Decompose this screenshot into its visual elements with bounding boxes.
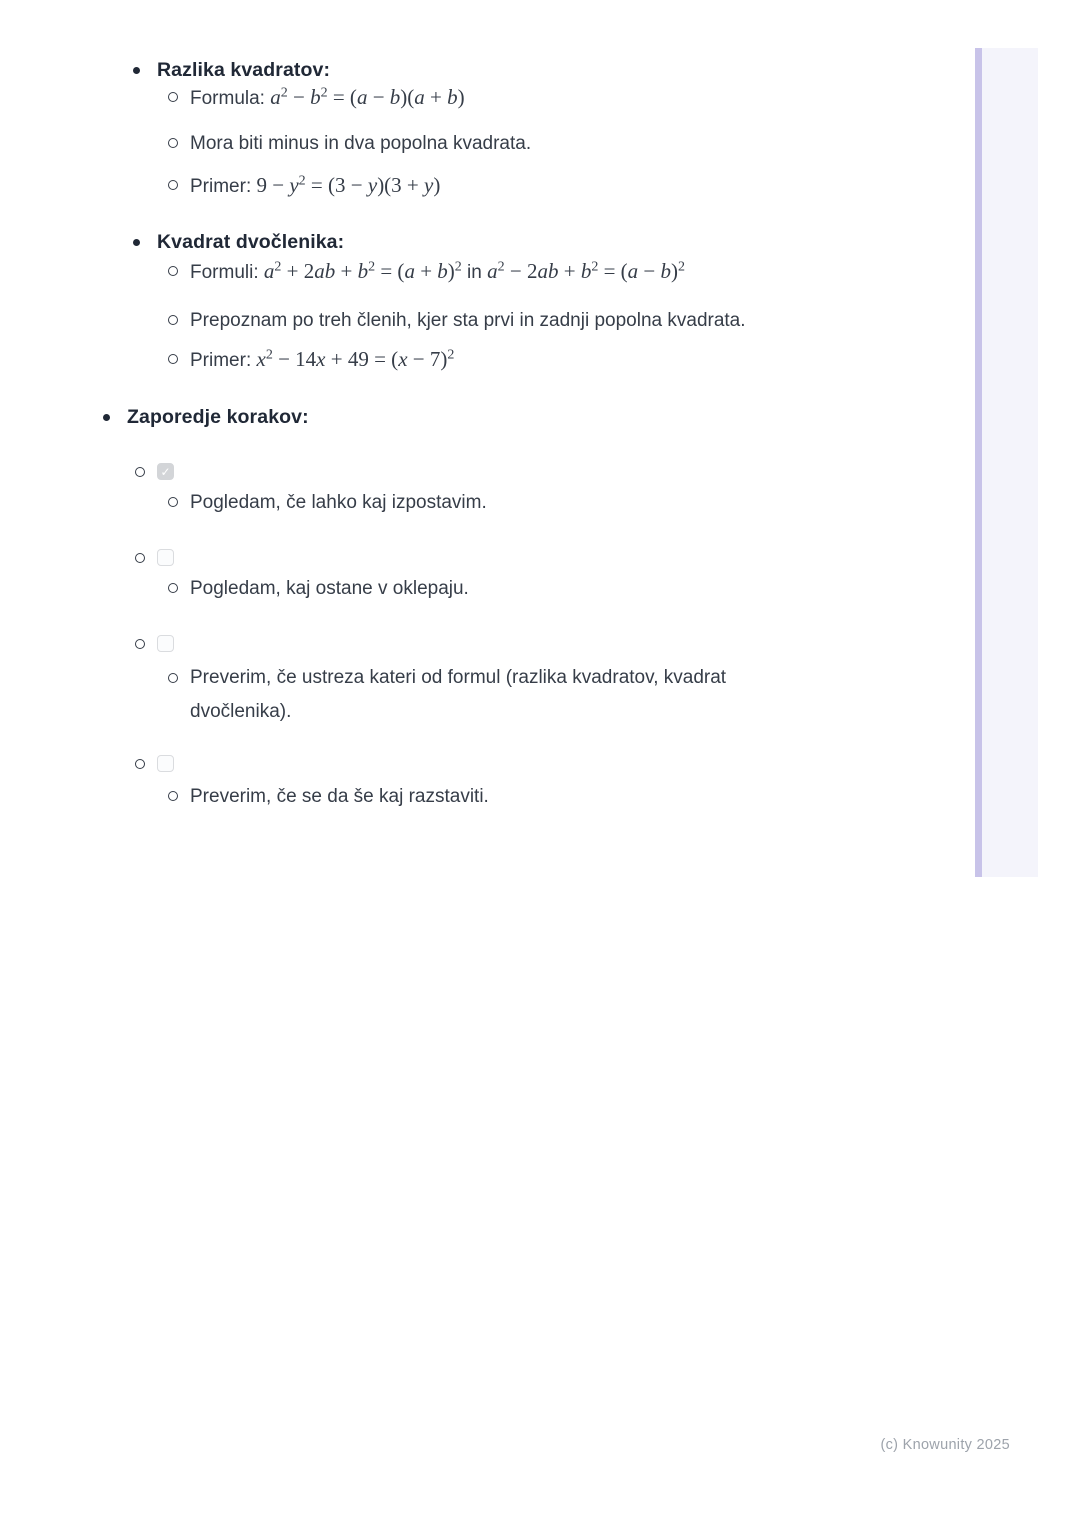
step-checkbox-row [157,463,174,480]
circle-bullet-icon [135,759,145,769]
section-title-label: Zaporedje korakov: [127,406,309,428]
circle-bullet-icon [168,180,178,190]
step-checkbox-row [157,549,174,566]
circle-bullet-icon [135,467,145,477]
disc-bullet-icon [103,414,110,421]
list-item-primer [190,346,454,374]
list-item-text: Prepoznam po treh členih, kjer sta prvi in zadnji popolna kvadrata. [190,310,746,331]
step-checkbox-row [157,755,174,772]
circle-bullet-icon [135,639,145,649]
list-item-formula [190,84,465,112]
step-label-row [190,783,489,810]
step-checkbox[interactable] [157,755,174,772]
step-checkbox[interactable] [157,549,174,566]
circle-bullet-icon [168,138,178,148]
step-label-row [190,661,790,729]
list-item-formuli [190,258,685,286]
disc-bullet-icon [133,239,140,246]
step-label: Preverim, če ustreza kateri od formul (razlika kvadratov, kvadrat dvočlenika). [190,667,727,722]
disc-bullet-icon [133,67,140,74]
copyright-footer: (c) Knowunity 2025 [880,1437,1010,1453]
circle-bullet-icon [168,583,178,593]
step-checkbox[interactable] [157,463,174,480]
step-label-row [190,489,487,516]
circle-bullet-icon [168,497,178,507]
list-item-text: Mora biti minus in dva popolna kvadrata. [190,133,532,154]
circle-bullet-icon [168,673,178,683]
scrollbar-track[interactable] [975,48,1038,877]
list-item-note [190,307,746,334]
section-title-zaporedje-korakov [127,404,309,431]
scrollbar-thumb[interactable] [975,48,982,877]
step-checkbox[interactable] [157,635,174,652]
math-primer-text: Primer: $9 - y^2 = (3 - y)(3 + y)$ [190,173,441,197]
step-label: Pogledam, če lahko kaj izpostavim. [190,492,487,513]
circle-bullet-icon [168,315,178,325]
circle-bullet-icon [168,354,178,364]
list-item-note [190,130,531,157]
step-label: Preverim, če se da še kaj razstaviti. [190,786,489,807]
checkmark-icon: ✓ [160,464,171,479]
math-formuli-text: Formuli: $a^2 + 2ab + b^2 = (a + b)^2$ in $a^2 - 2ab + b^2 = (a - b)^2$ [190,259,686,283]
section-title-kvadrat-dvoclenika [157,229,344,256]
math-primer-text: Primer: $x^2 - 14x + 49 = (x - 7)^2$ [190,347,455,371]
math-formula-text: Formula: $a^2 - b^2 = (a - b)(a + b)$ [190,85,465,109]
circle-bullet-icon [168,266,178,276]
step-label: Pogledam, kaj ostane v oklepaju. [190,578,469,599]
step-label-row [190,575,469,602]
section-title-label: Razlika kvadratov: [157,59,331,81]
section-title-razlika-kvadratov [157,57,330,84]
list-item-primer [190,172,440,200]
step-checkbox-row [157,635,174,652]
section-title-label: Kvadrat dvočlenika: [157,231,345,253]
circle-bullet-icon [168,791,178,801]
circle-bullet-icon [135,553,145,563]
circle-bullet-icon [168,92,178,102]
